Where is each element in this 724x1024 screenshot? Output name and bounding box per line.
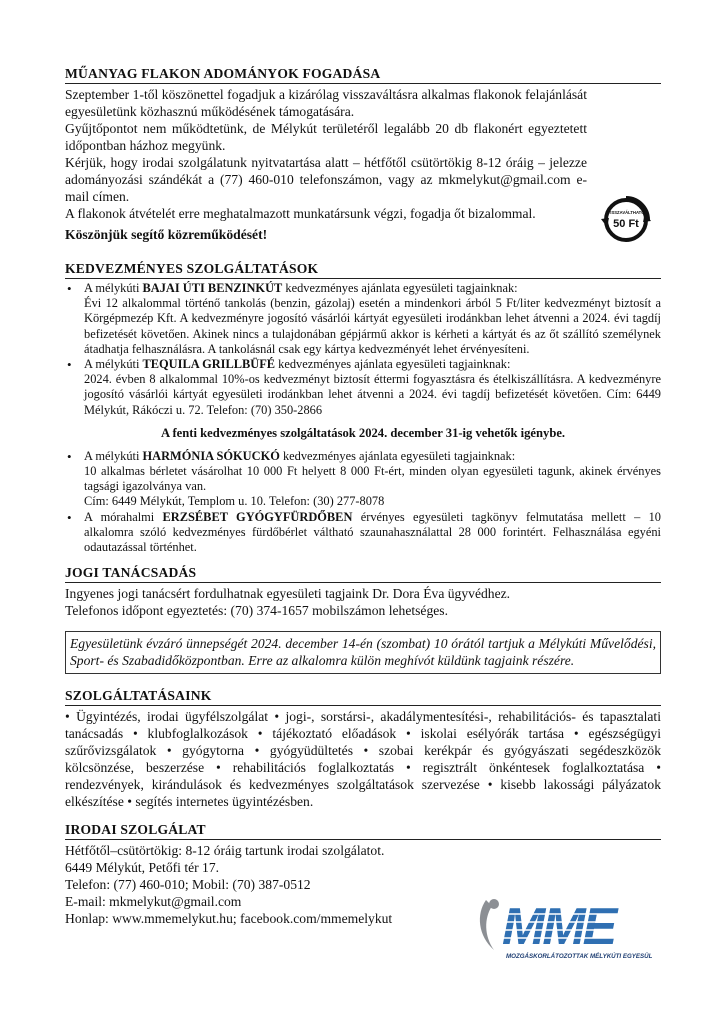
logo-caption: MOZGÁSKORLÁTOZOTTAK MÉLYKÚTI EGYESÜLETE	[506, 953, 652, 960]
list-item-body: érvényes egyesületi tagkönyv felmutatása mellett – 10 alkalomra szóló kedvezményes fürdőbérlet váltható szaunahasználattal 28 000 forintért. Felhasználása egyéni odautazással történhet.	[84, 509, 661, 555]
list-item-intro-end: kedvezményes ajánlata egyesületi tagjainknak:	[275, 357, 511, 372]
recycle-badge-value: 50 Ft	[613, 218, 639, 230]
list-item-sokucko	[65, 449, 661, 510]
flakon-paragraph-2: Gyűjtőpontot nem működtetünk, de Mélykút területéről legalább 20 db flakonért egyeztetett időpontban házhoz megyünk.	[65, 121, 587, 153]
list-item-body: 2024. évben 8 alkalommal 10%-os kedvezményt biztosít éttermi fogyasztásra és ételkiszállításra. A kedvezményre jogosító vásárlói kártyát egyesületi irodánkban lehet átvenni a 2024. évi tagdíj befizetését követően. Cím: 6449 Mélykút, Rákóczi u. 72. Telefon: (70) 350-2866	[84, 372, 661, 417]
list-item-body: 10 alkalmas bérletet vásárolhat 10 000 Ft helyett 8 000 Ft-ért, minden olyan egyesületi tagunk, akinek érvényes tagsági igazolványa van.	[84, 464, 661, 494]
flakon-paragraph-1: Szeptember 1-től köszönettel fogadjuk a kizárólag visszaváltásra alkalmas flakonok felajánlását egyesületünk közhasznú működésének támogatására.	[65, 87, 587, 119]
office-phone: Telefon: (77) 460-010; Mobil: (70) 387-0512	[65, 877, 311, 893]
logo-letters: MME	[502, 898, 615, 956]
list-item-intro: A mélykúti	[84, 448, 143, 463]
office-hours: Hétfőtől–csütörtökig: 8-12 óráig tartunk irodai szolgálatot.	[65, 843, 385, 859]
office-website: Honlap: www.mmemelykut.hu; facebook.com/mmemelykut	[65, 911, 393, 927]
list-item-grillbufe	[65, 357, 661, 418]
section-kedvezmenyes	[65, 261, 661, 555]
partner-name: TEQUILA GRILLBÜFÉ	[142, 357, 276, 372]
list-item-benzinkut	[65, 281, 661, 357]
partner-name: HARMÓNIA SÓKUCKÓ	[142, 448, 280, 463]
mme-logo	[472, 892, 652, 966]
section-jogi	[65, 565, 661, 619]
list-item-intro: A mórahalmi	[84, 509, 163, 524]
jogi-line-1: Ingyenes jogi tanácsért fordulhatnak egyesületi tagjaink Dr. Dora Éva ügyvédhez.	[65, 586, 511, 602]
section-heading-jogi: JOGI TANÁCSADÁS	[65, 565, 661, 583]
list-item-intro-end: kedvezményes ajánlata egyesületi tagjainknak:	[282, 281, 518, 295]
list-item-body: Évi 12 alkalommal történő tankolás (benzin, gázolaj) esetén a mindenkori árból 5 Ft/liter kedvezményt biztosít a Körgépmezép Kft. A kedvezményre jogosító vásárlói kártyát egyesületi irodánkban lehet átvenni a 2024. évi tagdíj befizetését követően. Akinek nincs a tulajdonában gépjármű akkor is kérheti a kártyát és az őt szállító személynek átadhatja felhasználásra. A tankolásnál csak egy kártya kedvezményét lehet érvényesíteni.	[84, 296, 661, 356]
flakon-paragraph-3: Kérjük, hogy irodai szolgálatunk nyitvatartása alatt – hétfőtől csütörtökig 8-12 óráig – jelezze adományozási szándékát a (77) 460-010 telefonszámon, vagy az mkmelykut@gmail.com e-mail címen.	[65, 155, 587, 204]
office-address: 6449 Mélykút, Petőfi tér 17.	[65, 860, 220, 876]
document-page	[65, 66, 661, 927]
list-item-gyogyfurdo	[65, 510, 661, 556]
services-text: • Ügyintézés, irodai ügyfélszolgálat • jogi-, sorstársi-, akadálymentesítési-, rehabilitációs- és tapasztalati tanácsadás • klubfoglalkozások • tájékoztató előadások • iskolai esélyórák tartása • egészségügyi szűrővizsgálatok • gyógytorna • gyógyüdültetés • szobai kerékpár és gyógyászati segédeszközök kölcsönzése, beszerzése • rehabilitációs foglalkoztatás • regisztrált önkéntesek foglalkoztatása • rendezvények, kirándulások és kedvezményes szolgáltatások szervezése • kisebb lakossági pályázatok elkészítése • segítés internetes ügyintézésben.	[65, 709, 661, 810]
section-szolgaltatasaink	[65, 688, 661, 810]
section-flakon	[65, 66, 661, 243]
section-heading-flakon: MŰANYAG FLAKON ADOMÁNYOK FOGADÁSA	[65, 66, 661, 84]
jogi-line-2: Telefonos időpont egyeztetés: (70) 374-1657 mobilszámon lehetséges.	[65, 603, 448, 619]
section-heading-iroda: IRODAI SZOLGÁLAT	[65, 822, 661, 840]
list-item-intro: A mélykúti	[84, 281, 143, 295]
list-item-intro: A mélykúti	[84, 357, 143, 372]
section-heading-kedvezmenyes: KEDVEZMÉNYES SZOLGÁLTATÁSOK	[65, 261, 661, 279]
recycle-badge-top: VISSZAVÁLTHATÓ	[607, 210, 645, 215]
list-item-address: Cím: 6449 Mélykút, Templom u. 10. Telefon: (30) 277-8078	[84, 494, 385, 509]
partner-name: ERZSÉBET GYÓGYFÜRDŐBEN	[162, 509, 353, 524]
flakon-thanks: Köszönjük segítő közreműködését!	[65, 227, 268, 242]
office-email: E-mail: mkmelykut@gmail.com	[65, 894, 242, 910]
list-item-intro-end: kedvezményes ajánlata egyesületi tagjainknak:	[279, 448, 516, 463]
recycle-deposit-icon	[598, 192, 654, 248]
validity-note: A fenti kedvezményes szolgáltatások 2024. december 31-ig vehetők igénybe.	[160, 425, 566, 440]
section-heading-szolgaltatasaink: SZOLGÁLTATÁSAINK	[65, 688, 661, 706]
flakon-paragraph-4: A flakonok átvételét erre meghatalmazott munkatársunk végzi, fogadja őt bizalommal.	[65, 206, 536, 221]
partner-name: BAJAI ÚTI BENZINKÚT	[142, 281, 283, 295]
event-notice-box: Egyesületünk évzáró ünnepségét 2024. december 14-én (szombat) 10 órától tartjuk a Mélykúti Művelődési, Sport- és Szabadidőközpontban. Erre az alkalomra külön meghívót küldünk tagjaink részére.	[65, 631, 661, 674]
